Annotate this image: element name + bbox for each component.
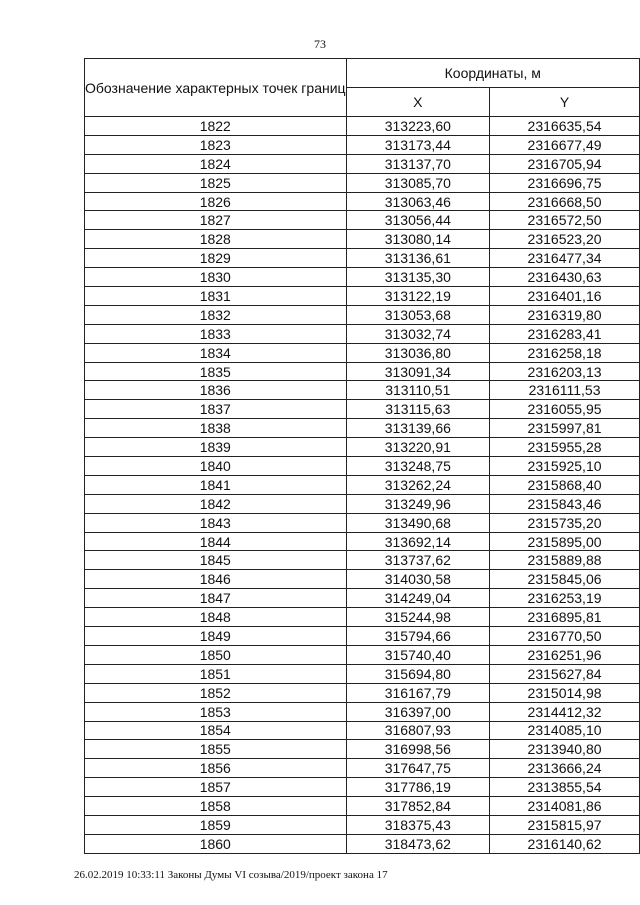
y-coordinate-cell: 2316253,19 <box>490 589 640 608</box>
x-coordinate-cell: 315244,98 <box>346 608 490 627</box>
y-coordinate-cell: 2316140,62 <box>490 834 640 853</box>
point-id-cell: 1841 <box>85 475 347 494</box>
table-row <box>85 362 640 381</box>
x-coordinate-cell: 313137,70 <box>346 154 490 173</box>
y-coordinate-cell: 2314412,32 <box>490 702 640 721</box>
y-coordinate-cell: 2316477,34 <box>490 249 640 268</box>
header-designation: Обозначение характерных точек границ <box>85 59 347 117</box>
x-coordinate-cell: 313135,30 <box>346 268 490 287</box>
table-row <box>85 513 640 532</box>
table-row <box>85 211 640 230</box>
y-coordinate-cell: 2316258,18 <box>490 343 640 362</box>
x-coordinate-cell: 317647,75 <box>346 759 490 778</box>
y-coordinate-cell: 2315889,88 <box>490 551 640 570</box>
point-id-cell: 1857 <box>85 778 347 797</box>
x-coordinate-cell: 313262,24 <box>346 475 490 494</box>
table-row <box>85 287 640 306</box>
table-row <box>85 664 640 683</box>
table-body <box>85 117 640 854</box>
point-id-cell: 1835 <box>85 362 347 381</box>
x-coordinate-cell: 313737,62 <box>346 551 490 570</box>
point-id-cell: 1838 <box>85 419 347 438</box>
table-row <box>85 608 640 627</box>
point-id-cell: 1837 <box>85 400 347 419</box>
point-id-cell: 1846 <box>85 570 347 589</box>
table-row <box>85 249 640 268</box>
y-coordinate-cell: 2316677,49 <box>490 135 640 154</box>
table-row <box>85 475 640 494</box>
point-id-cell: 1840 <box>85 457 347 476</box>
page-number: 73 <box>314 37 326 51</box>
table-row <box>85 702 640 721</box>
y-coordinate-cell: 2316523,20 <box>490 230 640 249</box>
point-id-cell: 1849 <box>85 627 347 646</box>
table-row <box>85 343 640 362</box>
x-coordinate-cell: 316167,79 <box>346 683 490 702</box>
table-row <box>85 230 640 249</box>
x-coordinate-cell: 313223,60 <box>346 117 490 136</box>
y-coordinate-cell: 2316635,54 <box>490 117 640 136</box>
point-id-cell: 1844 <box>85 532 347 551</box>
table-row <box>85 438 640 457</box>
table-row <box>85 645 640 664</box>
point-id-cell: 1855 <box>85 740 347 759</box>
table-row <box>85 778 640 797</box>
x-coordinate-cell: 313136,61 <box>346 249 490 268</box>
point-id-cell: 1830 <box>85 268 347 287</box>
y-coordinate-cell: 2316770,50 <box>490 627 640 646</box>
y-coordinate-cell: 2314081,86 <box>490 797 640 816</box>
point-id-cell: 1834 <box>85 343 347 362</box>
table-row <box>85 457 640 476</box>
x-coordinate-cell: 313080,14 <box>346 230 490 249</box>
y-coordinate-cell: 2316251,96 <box>490 645 640 664</box>
x-coordinate-cell: 316998,56 <box>346 740 490 759</box>
y-coordinate-cell: 2316696,75 <box>490 173 640 192</box>
table-row <box>85 627 640 646</box>
x-coordinate-cell: 313122,19 <box>346 287 490 306</box>
table-row <box>85 570 640 589</box>
y-coordinate-cell: 2316283,41 <box>490 324 640 343</box>
point-id-cell: 1827 <box>85 211 347 230</box>
point-id-cell: 1847 <box>85 589 347 608</box>
table-row <box>85 532 640 551</box>
x-coordinate-cell: 313085,70 <box>346 173 490 192</box>
x-coordinate-cell: 315740,40 <box>346 645 490 664</box>
y-coordinate-cell: 2315895,00 <box>490 532 640 551</box>
x-coordinate-cell: 318375,43 <box>346 815 490 834</box>
x-coordinate-cell: 313110,51 <box>346 381 490 400</box>
point-id-cell: 1825 <box>85 173 347 192</box>
table-row <box>85 759 640 778</box>
footer-text: 26.02.2019 10:33:11 Законы Думы VI созыва/2019/проект закона 17 <box>74 869 388 881</box>
x-coordinate-cell: 313249,96 <box>346 494 490 513</box>
x-coordinate-cell: 313053,68 <box>346 305 490 324</box>
x-coordinate-cell: 313063,46 <box>346 192 490 211</box>
table-row <box>85 740 640 759</box>
x-coordinate-cell: 313248,75 <box>346 457 490 476</box>
y-coordinate-cell: 2316572,50 <box>490 211 640 230</box>
x-coordinate-cell: 314249,04 <box>346 589 490 608</box>
point-id-cell: 1831 <box>85 287 347 306</box>
x-coordinate-cell: 315794,66 <box>346 627 490 646</box>
x-coordinate-cell: 313173,44 <box>346 135 490 154</box>
x-coordinate-cell: 313091,34 <box>346 362 490 381</box>
point-id-cell: 1852 <box>85 683 347 702</box>
point-id-cell: 1850 <box>85 645 347 664</box>
table-row <box>85 268 640 287</box>
y-coordinate-cell: 2313940,80 <box>490 740 640 759</box>
y-coordinate-cell: 2315843,46 <box>490 494 640 513</box>
x-coordinate-cell: 313032,74 <box>346 324 490 343</box>
y-coordinate-cell: 2315845,06 <box>490 570 640 589</box>
point-id-cell: 1833 <box>85 324 347 343</box>
point-id-cell: 1829 <box>85 249 347 268</box>
y-coordinate-cell: 2316668,50 <box>490 192 640 211</box>
point-id-cell: 1836 <box>85 381 347 400</box>
y-coordinate-cell: 2315735,20 <box>490 513 640 532</box>
x-coordinate-cell: 313490,68 <box>346 513 490 532</box>
point-id-cell: 1851 <box>85 664 347 683</box>
point-id-cell: 1842 <box>85 494 347 513</box>
x-coordinate-cell: 313115,63 <box>346 400 490 419</box>
header-x: X <box>346 88 490 117</box>
header-y: Y <box>490 88 640 117</box>
point-id-cell: 1845 <box>85 551 347 570</box>
table-row <box>85 117 640 136</box>
x-coordinate-cell: 317786,19 <box>346 778 490 797</box>
y-coordinate-cell: 2315014,98 <box>490 683 640 702</box>
x-coordinate-cell: 314030,58 <box>346 570 490 589</box>
table-row <box>85 589 640 608</box>
point-id-cell: 1860 <box>85 834 347 853</box>
x-coordinate-cell: 317852,84 <box>346 797 490 816</box>
y-coordinate-cell: 2313855,54 <box>490 778 640 797</box>
table-row <box>85 192 640 211</box>
y-coordinate-cell: 2315868,40 <box>490 475 640 494</box>
point-id-cell: 1826 <box>85 192 347 211</box>
table-row <box>85 683 640 702</box>
x-coordinate-cell: 313056,44 <box>346 211 490 230</box>
table-row <box>85 305 640 324</box>
y-coordinate-cell: 2316111,53 <box>490 381 640 400</box>
y-coordinate-cell: 2316203,13 <box>490 362 640 381</box>
x-coordinate-cell: 313036,80 <box>346 343 490 362</box>
header-coordinates: Координаты, м <box>346 59 639 88</box>
y-coordinate-cell: 2316895,81 <box>490 608 640 627</box>
table-row <box>85 815 640 834</box>
x-coordinate-cell: 313139,66 <box>346 419 490 438</box>
x-coordinate-cell: 315694,80 <box>346 664 490 683</box>
x-coordinate-cell: 316807,93 <box>346 721 490 740</box>
y-coordinate-cell: 2315815,97 <box>490 815 640 834</box>
table-row <box>85 797 640 816</box>
point-id-cell: 1822 <box>85 117 347 136</box>
point-id-cell: 1823 <box>85 135 347 154</box>
point-id-cell: 1828 <box>85 230 347 249</box>
point-id-cell: 1824 <box>85 154 347 173</box>
point-id-cell: 1832 <box>85 305 347 324</box>
table-row <box>85 135 640 154</box>
table-row <box>85 324 640 343</box>
x-coordinate-cell: 318473,62 <box>346 834 490 853</box>
point-id-cell: 1843 <box>85 513 347 532</box>
point-id-cell: 1859 <box>85 815 347 834</box>
table-row <box>85 381 640 400</box>
point-id-cell: 1858 <box>85 797 347 816</box>
coordinates-table <box>84 58 640 854</box>
y-coordinate-cell: 2316705,94 <box>490 154 640 173</box>
y-coordinate-cell: 2315997,81 <box>490 419 640 438</box>
table-row <box>85 173 640 192</box>
x-coordinate-cell: 313220,91 <box>346 438 490 457</box>
table-row <box>85 419 640 438</box>
table-row <box>85 154 640 173</box>
table-row <box>85 551 640 570</box>
y-coordinate-cell: 2314085,10 <box>490 721 640 740</box>
x-coordinate-cell: 316397,00 <box>346 702 490 721</box>
point-id-cell: 1853 <box>85 702 347 721</box>
table-row <box>85 400 640 419</box>
point-id-cell: 1856 <box>85 759 347 778</box>
y-coordinate-cell: 2315627,84 <box>490 664 640 683</box>
table-row <box>85 494 640 513</box>
table-row <box>85 721 640 740</box>
y-coordinate-cell: 2315925,10 <box>490 457 640 476</box>
y-coordinate-cell: 2316319,80 <box>490 305 640 324</box>
y-coordinate-cell: 2313666,24 <box>490 759 640 778</box>
y-coordinate-cell: 2316401,16 <box>490 287 640 306</box>
point-id-cell: 1848 <box>85 608 347 627</box>
y-coordinate-cell: 2315955,28 <box>490 438 640 457</box>
table-row <box>85 834 640 853</box>
point-id-cell: 1839 <box>85 438 347 457</box>
y-coordinate-cell: 2316430,63 <box>490 268 640 287</box>
point-id-cell: 1854 <box>85 721 347 740</box>
x-coordinate-cell: 313692,14 <box>346 532 490 551</box>
y-coordinate-cell: 2316055,95 <box>490 400 640 419</box>
